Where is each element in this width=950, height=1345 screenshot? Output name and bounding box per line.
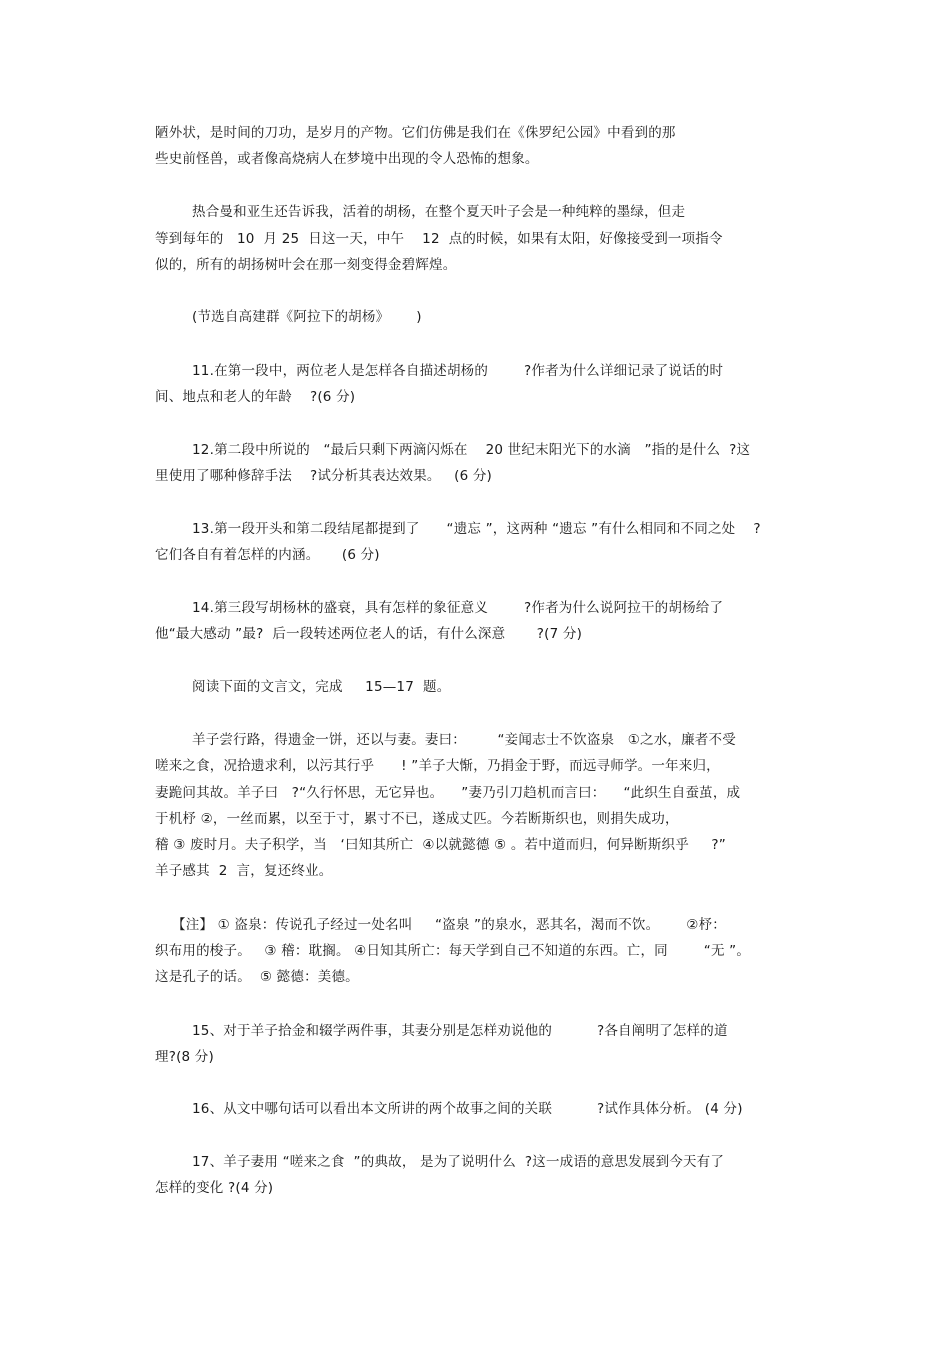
notes-line: 织布用的梭子。 ③ 稽：耽搁。 ④日知其所亡：每天学到自己不知道的东西。亡，同 “无 ”。 <box>155 943 751 959</box>
classical-text-line: 妻跪问其故。羊子曰 ?“久行怀思，无它异也。 ”妻乃引刀趋机而言曰： “此织生自蚕茧，成 <box>155 785 741 801</box>
notes-line: 【注】 ① 盗泉：传说孔子经过一处名叫 “盗泉 ”的泉水，恶其名，渴而不饮。 ②杼： <box>172 917 726 933</box>
classical-text-line: 羊子尝行路，得遗金一饼，还以与妻。妻曰： “妾闻志士不饮盗泉 ①之水，廉者不受 <box>192 732 736 748</box>
question-13: 13.第一段开头和第二段结尾都提到了 “遗忘 ”，这两种 “遗忘 ”有什么相同和不同之处 ? <box>192 521 761 537</box>
text-line: 陋外状，是时间的刀功，是岁月的产物。它们仿佛是我们在《侏罗纪公园》中看到的那 <box>155 125 676 141</box>
notes-line: 这是孔子的话。 ⑤ 懿德：美德。 <box>155 969 359 985</box>
text-line: 间、地点和老人的年龄 ?(6 分) <box>155 389 356 405</box>
question-17: 17、羊子妻用 “嗟来之食 ”的典故， 是为了说明什么 ?这一成语的意思发展到今天有了 <box>192 1154 725 1170</box>
text-line: 他“最大感动 ”最? 后一段转述两位老人的话，有什么深意 ?(7 分) <box>155 626 583 642</box>
text-line: 怎样的变化 ?(4 分) <box>155 1180 274 1196</box>
text-line: 热合曼和亚生还告诉我，活着的胡杨，在整个夏天叶子会是一种纯粹的墨绿，但走 <box>192 204 686 220</box>
text-line: 里使用了哪种修辞手法 ?试分析其表达效果。 (6 分) <box>155 468 493 484</box>
classical-text-line: 羊子感其 2 言，复还终业。 <box>155 863 333 879</box>
reading-instruction: 阅读下面的文言文，完成 15—17 题。 <box>192 679 451 695</box>
source-citation: (节选自高建群《阿拉下的胡杨》 ) <box>192 309 422 325</box>
text-line: 等到每年的 10 月 25 日这一天，中午 12 点的时候，如果有太阳，好像接受到一项指令 <box>155 231 723 247</box>
question-11: 11.在第一段中，两位老人是怎样各自描述胡杨的 ?作者为什么详细记录了说话的时 <box>192 363 724 379</box>
text-line: 似的，所有的胡扬树叶会在那一刻变得金碧辉煌。 <box>155 257 457 273</box>
question-14: 14.第三段写胡杨林的盛衰，具有怎样的象征意义 ?作者为什么说阿拉干的胡杨给了 <box>192 600 724 616</box>
classical-text-line: 嗟来之食，况拾遗求利，以污其行乎 ! ”羊子大惭，乃捐金于野，而远寻师学。一年来归， <box>155 758 720 774</box>
text-line: 理?(8 分) <box>155 1049 214 1065</box>
question-15: 15、对于羊子拾金和辍学两件事，其妻分别是怎样劝说他的 ?各自阐明了怎样的道 <box>192 1023 728 1039</box>
question-16: 16、从文中哪句话可以看出本文所讲的两个故事之间的关联 ?试作具体分析。 (4 分) <box>192 1101 743 1117</box>
text-line: 些史前怪兽，或者像高烧病人在梦境中出现的令人恐怖的想象。 <box>155 151 539 167</box>
text-line: 它们各自有着怎样的内涵。 (6 分) <box>155 547 380 563</box>
classical-text-line: 于机杼 ②，一丝而累，以至于寸，累寸不已，遂成丈匹。今若断斯织也，则捐失成功， <box>155 811 679 827</box>
question-12: 12.第二段中所说的 “最后只剩下两滴闪烁在 20 世纪末阳光下的水滴 ”指的是什么 ?这 <box>192 442 751 458</box>
classical-text-line: 稽 ③ 废时月。夫子积学，当 ‘曰知其所亡 ④以就懿德 ⑤ 。若中道而归，何异断斯织乎 ?” <box>155 837 726 853</box>
